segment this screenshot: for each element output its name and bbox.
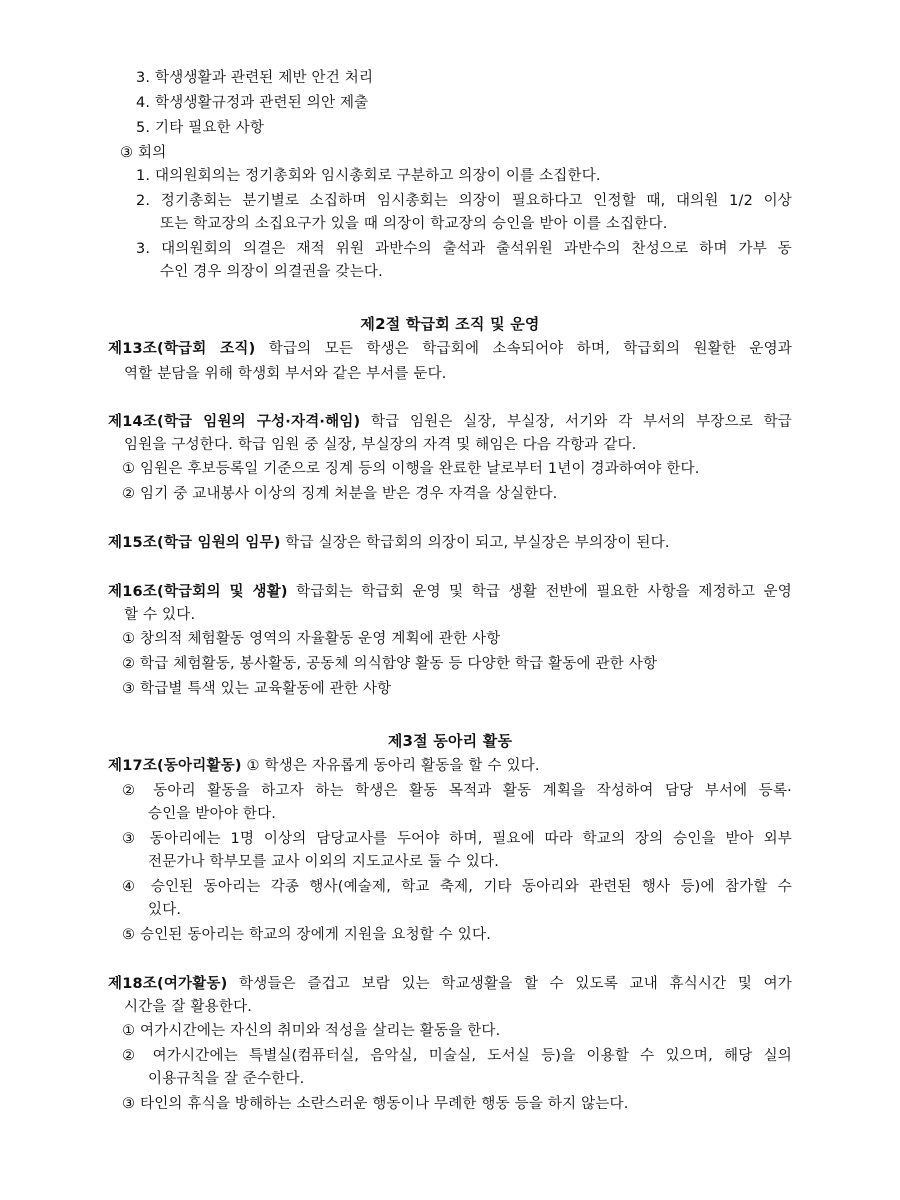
list-item: 4. 학생생활규정과 관련된 의안 제출: [136, 95, 369, 111]
article-text-continuation: 할 수 있다.: [124, 607, 196, 623]
article-18: [108, 974, 792, 994]
list-item: 5. 기타 필요한 사항: [136, 120, 265, 136]
list-item: ① 창의적 체험활동 영역의 자율활동 운영 계획에 관한 사항: [122, 631, 501, 647]
article-label: 제14조(학급 임원의 구성·자격·해임): [108, 414, 361, 430]
list-item: ② 동아리 활동을 하고자 하는 학생은 활동 목적과 활동 계획을 작성하여 담당 부서에 등록·: [122, 783, 792, 799]
clause-heading: ③ 회의: [120, 145, 167, 161]
list-item: 3. 대의원회의 의결은 재적 위원 과반수의 출석과 출석위원 과반수의 찬성으로 하며 가부 동: [136, 241, 792, 257]
list-item: ① 여가시간에는 자신의 취미와 적성을 살리는 활동을 한다.: [122, 1023, 501, 1039]
article-text: 학급 실장은 학급회의 의장이 되고, 부실장은 부의장이 된다.: [285, 535, 670, 551]
list-item: ① 임원은 후보등록일 기준으로 징계 등의 이행을 완료한 날로부터 1년이 경과하여야 한다.: [122, 461, 700, 477]
article-label: 제16조(학급회의 및 생활): [108, 584, 288, 600]
list-item-continuation: 승인을 받아야 한다.: [148, 806, 277, 822]
article-label: 제13조(학급회 조직): [108, 341, 256, 357]
article-15: [108, 533, 670, 553]
article-text: 학급 임원은 실장, 부실장, 서기와 각 부서의 부장으로 학급: [370, 414, 793, 430]
article-17: [108, 756, 540, 776]
list-item: ② 여가시간에는 특별실(컴퓨터실, 음악실, 미술실, 도서실 등)을 이용할 수 있으며, 해당 실의: [122, 1048, 792, 1064]
article-text: 학급회는 학급회 운영 및 학급 생활 전반에 필요한 사항을 제정하고 운영: [296, 584, 793, 600]
list-item: ② 학급 체험활동, 봉사활동, 공동체 의식함양 활동 등 다양한 학급 활동에 관한 사항: [122, 656, 658, 672]
list-item: ③ 학급별 특색 있는 교육활동에 관한 사항: [122, 681, 392, 697]
article-text-continuation: 시간을 잘 활용한다.: [124, 999, 253, 1015]
article-label: 제15조(학급 임원의 임무): [108, 535, 281, 551]
article-13: [108, 339, 792, 359]
article-text-continuation: 임원을 구성한다. 학급 임원 중 실장, 부실장의 자격 및 해임은 다음 각항과 같다.: [124, 437, 637, 453]
list-item-continuation: 있다.: [148, 902, 182, 918]
list-item: ④ 승인된 동아리는 각종 행사(예술제, 학교 축제, 기타 동아리와 관련된 행사 등)에 참가할 수: [122, 879, 792, 895]
article-text: 학급의 모든 학생은 학급회에 소속되어야 하며, 학급회의 원활한 운영과: [268, 341, 792, 357]
list-item-continuation: 수인 경우 의장이 의결권을 갖는다.: [160, 264, 383, 280]
article-label: 제18조(여가활동): [108, 976, 228, 992]
list-item-continuation: 이용규칙을 잘 준수한다.: [148, 1071, 305, 1087]
list-item: ③ 동아리에는 1명 이상의 담당교사를 두어야 하며, 필요에 따라 학교의 장의 승인을 받아 외부: [122, 831, 792, 847]
article-text-continuation: 역할 분담을 위해 학생회 부서와 같은 부서를 둔다.: [124, 366, 447, 382]
list-item: ② 임기 중 교내봉사 이상의 징계 처분을 받은 경우 자격을 상실한다.: [122, 486, 558, 502]
list-item: 1. 대의원회의는 정기총회와 임시총회로 구분하고 의장이 이를 소집한다.: [136, 168, 601, 184]
list-item-continuation: 전문가나 학부모를 교사 이외의 지도교사로 둘 수 있다.: [148, 854, 500, 870]
list-item: ③ 타인의 휴식을 방해하는 소란스러운 행동이나 무례한 행동 등을 하지 않는다.: [122, 1096, 629, 1112]
section-title: 제3절 동아리 활동: [387, 732, 513, 750]
list-item-continuation: 또는 학교장의 소집요구가 있을 때 의장이 학교장의 승인을 받아 이를 소집한다.: [160, 216, 668, 232]
article-text: 학생들은 즐겁고 보람 있는 학교생활을 할 수 있도록 교내 휴식시간 및 여가: [239, 976, 793, 992]
list-item: 2. 정기총회는 분기별로 소집하며 임시총회는 의장이 필요하다고 인정할 때, 대의원 1/2 이상: [136, 193, 792, 209]
article-label: 제17조(동아리활동): [108, 758, 242, 774]
section-title: 제2절 학급회 조직 및 운영: [360, 315, 540, 333]
list-item: 3. 학생생활과 관련된 제반 안건 처리: [136, 70, 374, 86]
list-item: ⑤ 승인된 동아리는 학교의 장에게 지원을 요청할 수 있다.: [122, 927, 492, 943]
article-text: ① 학생은 자유롭게 동아리 활동을 할 수 있다.: [246, 758, 540, 774]
article-14: [108, 412, 792, 432]
article-16: [108, 582, 792, 602]
